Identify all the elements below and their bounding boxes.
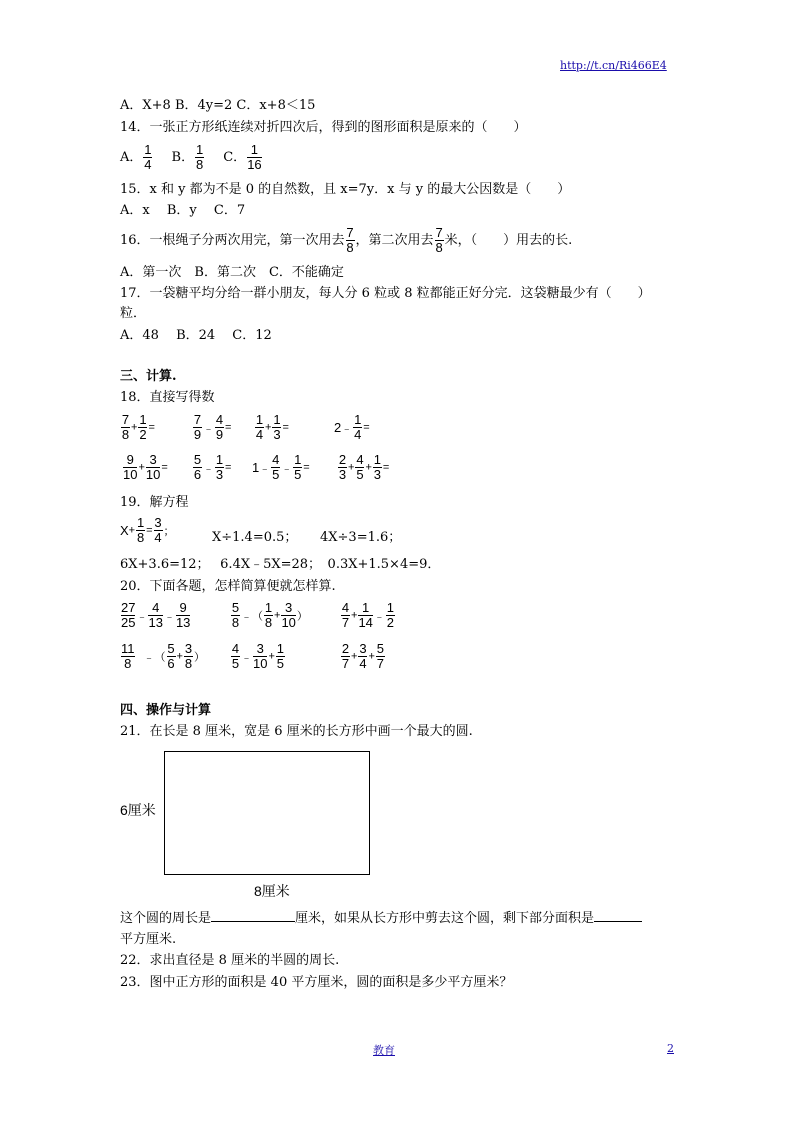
page-number: 2 [667,1042,674,1055]
q18-expr-7: 1﹣ $\frac{4}{5}$ ﹣ $\frac{1}{5}$ = [252,452,310,482]
q16-part: 16．一根绳子分两次用完，第一次用去 [120,233,345,248]
q17-continuation: 粒． [120,306,147,321]
length-label: 8厘米 [254,883,290,899]
section-4-heading: 四、操作与计算 [120,703,212,718]
q18-expr-4: 2﹣ $\frac{1}{4}$ = [334,412,370,442]
fraction: $\frac{1}{4}$ [144,142,152,172]
q21-text: 21．在长是 8 厘米，宽是 6 厘米的长方形中画一个最大的圆. [120,724,473,739]
q19-text: 19．解方程 [120,495,189,510]
q21-answer-part: 厘米，如果从长方形中剪去这个圆，剩下部分面积是 [295,911,595,926]
q14-text: 14．一张正方形纸连续对折四次后，得到的图形面积是原来的（ ） [120,120,527,135]
q20-expr-5: $\frac{4}{5}$ ﹣ $\frac{3}{10}$ + $\frac{1}{5}$ [231,641,285,671]
fraction: $\frac{7}{8}$ [346,225,354,255]
fraction: $\frac{1}{8}$ [195,142,204,172]
q20-expr-6: $\frac{2}{7}$ + $\frac{3}{4}$ + $\frac{5}{7}$ [341,641,384,671]
rectangle-figure [164,751,370,875]
q17-options: A．48 B．24 C．12 [120,328,272,343]
q19-eq-3: 4X÷3=1.6； [320,530,402,545]
footer-link[interactable]: 教育 [373,1044,395,1057]
q18-expr-2: $\frac{7}{9}$ ﹣ $\frac{4}{9}$ = [193,412,232,442]
q20-expr-4: $\frac{11}{8}$ ﹣（ $\frac{5}{6}$ + $\frac{3}{8}$ ） [121,641,205,671]
q15-options: A．x B．y C．7 [120,203,246,218]
q13-options: A．X+8 B．4y=2 C．x+8＜15 [120,98,316,113]
q14-option-b-label: B． [171,150,195,165]
area-blank[interactable] [594,921,642,922]
q20-text: 20．下面各题，怎样简算便就怎样算. [120,579,336,594]
q21-answer-part: 这个圆的周长是 [120,911,212,926]
q16-text [120,224,572,258]
q18-expr-3: $\frac{1}{4}$ + $\frac{1}{3}$ = [255,412,289,442]
q20-expr-1: $\frac{27}{25}$ ﹣ $\frac{4}{13}$ ﹣ $\frac{9}{13}$ [121,600,191,630]
width-label: 6厘米 [120,802,156,818]
section-3-heading: 三、计算. [120,369,177,384]
q17-text: 17．一袋糖平均分给一群小朋友，每人分 6 粒或 8 粒都能正好分完．这袋糖最少有（ ） [120,286,651,301]
q23-text: 23．图中正方形的面积是 40 平方厘米，圆的面积是多少平方厘米？ [120,975,513,990]
q14-options [120,141,263,175]
q18-expr-8: $\frac{2}{3}$ + $\frac{4}{5}$ + $\frac{1}{3}$ = [338,452,390,482]
q16-part: ，第二次用去 [355,233,434,248]
q19-eq-1: X+ $\frac{1}{8}$ = $\frac{3}{4}$ ； [120,515,175,545]
q15-text: 15．x 和 y 都为不是 0 的自然数，且 x=7y．x 与 y 的最大公因数是（ ） [120,182,571,197]
q19-row-2: 6X+3.6=12； 6.4X﹣5X=28； 0.3X+1.5×4=9． [120,557,441,572]
q18-expr-5: $\frac{9}{10}$ + $\frac{3}{10}$ = [123,452,168,482]
fraction: $\frac{7}{8}$ [435,225,443,255]
q14-option-c-label: C． [223,150,247,165]
perimeter-blank[interactable] [211,921,295,922]
fraction: $\frac{1}{16}$ [247,142,262,172]
q18-text: 18．直接写得数 [120,390,215,405]
q19-eq-2: X÷1.4=0.5； [212,530,298,545]
q16-part: 米，（ ）用去的长. [444,233,573,248]
q21-answer-cont: 平方厘米. [120,932,177,947]
q16-options: A．第一次 B．第二次 C．不能确定 [120,265,344,280]
q18-expr-1: $\frac{7}{8}$ + $\frac{1}{2}$ = [121,412,155,442]
q20-expr-2: $\frac{5}{8}$ ﹣（ $\frac{1}{8}$ + $\frac{3}{10}$ ） [231,600,308,630]
q18-expr-6: $\frac{5}{6}$ ﹣ $\frac{1}{3}$ = [193,452,232,482]
q14-option-a-label: A． [120,150,143,165]
q22-text: 22．求出直径是 8 厘米的半圆的周长. [120,953,340,968]
header-link[interactable]: http://t.cn/Ri466E4 [560,59,667,72]
q20-expr-3: $\frac{4}{7}$ + $\frac{1}{14}$ ﹣ $\frac{1}{2}$ [341,600,395,630]
q21-answer [120,910,642,928]
